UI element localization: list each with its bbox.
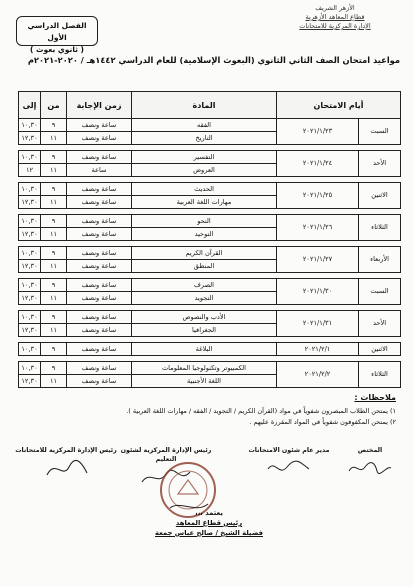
- header-subject: المادة: [132, 92, 277, 119]
- exam-day-cell: الأحد: [359, 311, 401, 337]
- term-sub-label: ( ثانوي بعوث ): [29, 45, 84, 54]
- approval-line-3: فضيلة الشيخ / صالح عباس جمعة: [155, 529, 263, 537]
- end-time-cell: ١٠,٣٠: [19, 343, 41, 356]
- table-row: [19, 183, 401, 196]
- exam-day-cell: الاثنين: [359, 343, 401, 356]
- issuer-line-2: قطاع المعاهد الأزهرية: [305, 13, 365, 21]
- start-time-cell: ١١: [41, 260, 67, 273]
- exam-date-cell: ٢٠٢١/١/٢٧: [277, 247, 359, 273]
- duration-cell: ساعة ونصف: [67, 362, 132, 375]
- end-time-cell: ١٠,٣٠: [19, 362, 41, 375]
- duration-cell: ساعة ونصف: [67, 260, 132, 273]
- notes-list: [24, 406, 396, 428]
- subject-cell: النحو: [132, 215, 277, 228]
- end-time-cell: ١٢,٣٠: [19, 260, 41, 273]
- end-time-cell: ١٠,٣٠: [19, 183, 41, 196]
- signature-exams-director: [244, 446, 334, 477]
- exam-date-cell: ٢٠٢١/١/٢٦: [277, 215, 359, 241]
- handwritten-signature-icon: [347, 459, 393, 477]
- start-time-cell: ٩: [41, 183, 67, 196]
- end-time-cell: ١٠,٣٠: [19, 279, 41, 292]
- header-from: من: [41, 92, 67, 119]
- notes-title: ملاحظات :: [354, 393, 396, 402]
- table-row: [19, 215, 401, 228]
- subject-cell: مهارات اللغة العربية: [132, 196, 277, 209]
- subject-cell: التفسير: [132, 151, 277, 164]
- end-time-cell: ١٢,٣٠: [19, 324, 41, 337]
- header-duration: زمن الإجابة: [67, 92, 132, 119]
- subject-cell: الصرف: [132, 279, 277, 292]
- subject-cell: البلاغة: [132, 343, 277, 356]
- table-header-row: [19, 92, 401, 119]
- duration-cell: ساعة ونصف: [67, 279, 132, 292]
- handwritten-signature-icon: [41, 459, 91, 481]
- duration-cell: ساعة ونصف: [67, 343, 132, 356]
- table-row: [19, 311, 401, 324]
- note-item: ١) يمتحن الطلاب المبصرون شفوياً في مواد (القرآن الكريم / التجويد / الفقه / مهارات اللغة العربية ).: [126, 407, 396, 415]
- exam-day-cell: السبت: [359, 279, 401, 305]
- subject-cell: القرآن الكريم: [132, 247, 277, 260]
- header-to: إلى: [19, 92, 41, 119]
- issuer-line-1: الأزهر الشريف: [315, 4, 355, 12]
- document-title: مواعيد امتحان الصف الثاني الثانوي (البعوث الإسلامية) للعام الدراسي ١٤٤٢هـ / ٢٠٢٠-٢٠٢١م: [27, 55, 400, 65]
- table-row: [19, 362, 401, 375]
- subject-cell: الجغرافيا: [132, 324, 277, 337]
- handwritten-signature-icon: [265, 459, 313, 477]
- subject-cell: الكمبيوتر وتكنولوجيا المعلومات: [132, 362, 277, 375]
- start-time-cell: ٩: [41, 279, 67, 292]
- header-exam-days: أيام الامتحان: [277, 92, 401, 119]
- subject-cell: التاريخ: [132, 132, 277, 145]
- start-time-cell: ١١: [41, 375, 67, 388]
- duration-cell: ساعة ونصف: [67, 292, 132, 305]
- exam-date-cell: ٢٠٢١/٢/٢: [277, 362, 359, 388]
- start-time-cell: ٩: [41, 215, 67, 228]
- subject-cell: التجويد: [132, 292, 277, 305]
- start-time-cell: ١١: [41, 228, 67, 241]
- table-row: [19, 343, 401, 356]
- subject-cell: الحديث: [132, 183, 277, 196]
- end-time-cell: ١٠,٣٠: [19, 311, 41, 324]
- duration-cell: ساعة ونصف: [67, 119, 132, 132]
- duration-cell: ساعة: [67, 164, 132, 177]
- end-time-cell: ١٢,٣٠: [19, 196, 41, 209]
- exam-day-cell: الأحد: [359, 151, 401, 177]
- start-time-cell: ٩: [41, 119, 67, 132]
- signature-exams-head: [14, 446, 118, 481]
- start-time-cell: ٩: [41, 343, 67, 356]
- start-time-cell: ١١: [41, 196, 67, 209]
- issuer-header: [270, 4, 400, 31]
- duration-cell: ساعة ونصف: [67, 311, 132, 324]
- signature-title: مدير عام شئون الامتحانات: [248, 447, 330, 454]
- subject-cell: الأدب والنصوص: [132, 311, 277, 324]
- subject-cell: المنطق: [132, 260, 277, 273]
- signature-title: المختص: [357, 447, 383, 454]
- signature-title: رئيس الإدارة المركزية للامتحانات: [15, 447, 117, 454]
- start-time-cell: ١١: [41, 164, 67, 177]
- exam-day-cell: السبت: [359, 119, 401, 145]
- start-time-cell: ١١: [41, 132, 67, 145]
- signature-specialist: [340, 446, 400, 477]
- end-time-cell: ١٠,٣٠: [19, 247, 41, 260]
- table-row: [19, 279, 401, 292]
- start-time-cell: ٩: [41, 151, 67, 164]
- start-time-cell: ١١: [41, 292, 67, 305]
- approval-line-2: رئيس قطاع المعاهد: [175, 519, 243, 527]
- schedule-table: [18, 91, 401, 388]
- duration-cell: ساعة ونصف: [67, 228, 132, 241]
- duration-cell: ساعة ونصف: [67, 215, 132, 228]
- term-box: [16, 16, 98, 54]
- approval-line-1: يعتمد ،،،: [195, 509, 223, 517]
- duration-cell: ساعة ونصف: [67, 132, 132, 145]
- subject-cell: العروض: [132, 164, 277, 177]
- issuer-line-3: الإدارة المركزية للامتحانات: [299, 22, 371, 30]
- exam-date-cell: ٢٠٢١/٢/١: [277, 343, 359, 356]
- table-row: [19, 151, 401, 164]
- end-time-cell: ١٢,٣٠: [19, 292, 41, 305]
- duration-cell: ساعة ونصف: [67, 183, 132, 196]
- exam-date-cell: ٢٠٢١/١/٢٥: [277, 183, 359, 209]
- exam-day-cell: الثلاثاء: [359, 215, 401, 241]
- end-time-cell: ١٠,٣٠: [19, 119, 41, 132]
- end-time-cell: ١٢,٣٠: [19, 375, 41, 388]
- start-time-cell: ٩: [41, 311, 67, 324]
- signature-title: رئيس الإدارة المركزية لشئون التعليم: [120, 447, 212, 463]
- approval-block: [150, 508, 268, 538]
- exam-date-cell: ٢٠٢١/١/٣١: [277, 311, 359, 337]
- duration-cell: ساعة ونصف: [67, 247, 132, 260]
- exam-day-cell: الثلاثاء: [359, 362, 401, 388]
- term-label: الفصل الدراسي الأول: [27, 21, 87, 42]
- end-time-cell: ١٠,٣٠: [19, 215, 41, 228]
- exam-day-cell: الأربعاء: [359, 247, 401, 273]
- subject-cell: اللغة الأجنبية: [132, 375, 277, 388]
- exam-date-cell: ٢٠٢١/١/٢٣: [277, 119, 359, 145]
- exam-date-cell: ٢٠٢١/١/٢٤: [277, 151, 359, 177]
- exam-date-cell: ٢٠٢١/١/٣٠: [277, 279, 359, 305]
- start-time-cell: ٩: [41, 362, 67, 375]
- start-time-cell: ٩: [41, 247, 67, 260]
- end-time-cell: ١٢,٣٠: [19, 132, 41, 145]
- table-row: [19, 247, 401, 260]
- end-time-cell: ١٠,٣٠: [19, 151, 41, 164]
- start-time-cell: ١١: [41, 324, 67, 337]
- table-row: [19, 119, 401, 132]
- end-time-cell: ١٢,٣٠: [19, 228, 41, 241]
- duration-cell: ساعة ونصف: [67, 151, 132, 164]
- note-item: ٢) يمتحن المكفوفون شفوياً في المواد المقررة عليهم .: [249, 418, 396, 426]
- end-time-cell: ١٢: [19, 164, 41, 177]
- duration-cell: ساعة ونصف: [67, 324, 132, 337]
- duration-cell: ساعة ونصف: [67, 375, 132, 388]
- subject-cell: التوحيد: [132, 228, 277, 241]
- duration-cell: ساعة ونصف: [67, 196, 132, 209]
- exam-day-cell: الاثنين: [359, 183, 401, 209]
- subject-cell: الفقه: [132, 119, 277, 132]
